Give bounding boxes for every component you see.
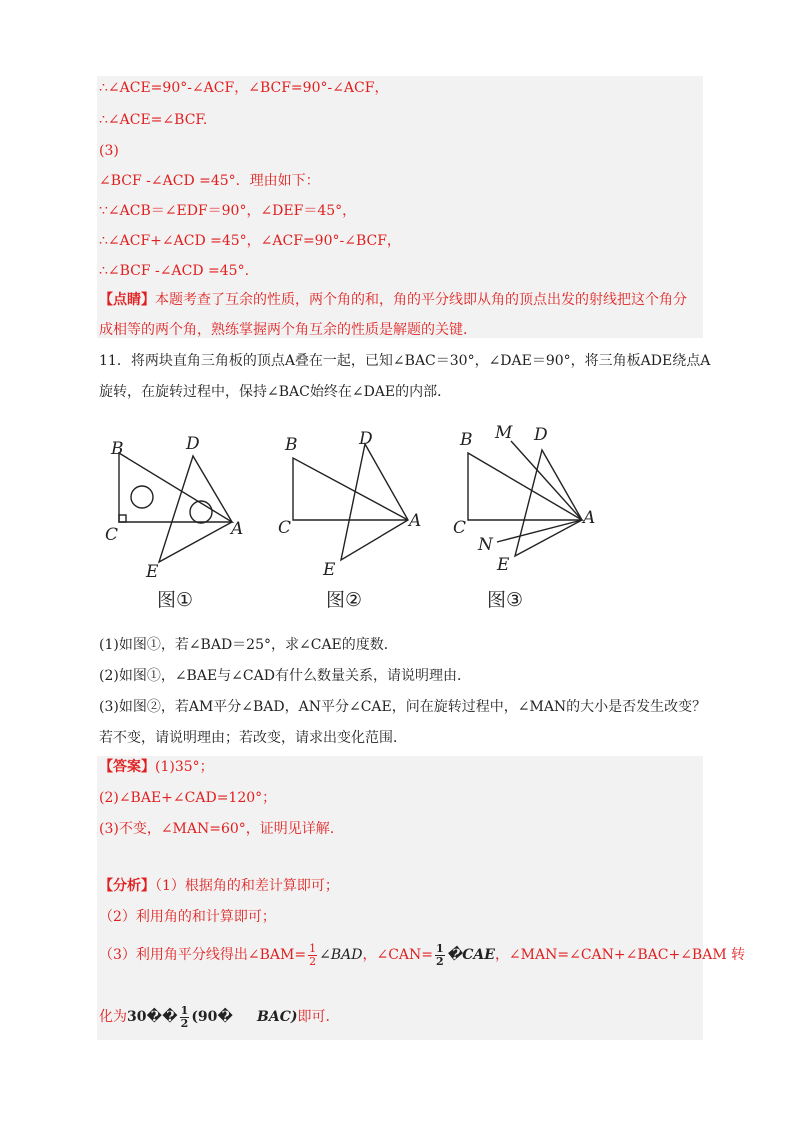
fraction-num: 1 [436,941,444,955]
answer-line-1 [99,758,214,776]
fig3-label-a: A [583,508,596,528]
fig3-caption: 图③ [487,589,524,611]
analysis-step-3-mid: ，∠CAN= [362,947,434,963]
solution-line-3: (3) [99,143,119,159]
answer-2: (2)∠BAE+∠CAD=120°； [99,790,277,806]
analysis-step-3 [99,942,745,968]
analysis-step-4 [99,1003,330,1031]
fig3-label-n: N [478,535,493,555]
fig1-caption: 图① [157,589,194,611]
fig3-triangle-abc [468,453,582,520]
fig2-label-c: C [278,518,292,538]
fraction-num: 1 [309,941,317,955]
analysis-line-1 [99,877,339,895]
problem-line-1: 11．将两块直角三角板的顶点A叠在一起，已知∠BAC＝30°，∠DAE＝90°，将三角板ADE绕点A [99,353,711,369]
solution-line-5: ∵∠ACB＝∠EDF＝90°，∠DEF＝45°， [99,203,357,219]
fig2-label-a: A [409,511,422,531]
fig2-label-d: D [359,429,373,449]
fig3-ray-an [497,520,582,542]
fraction-half-2 [435,943,445,968]
solution-line-2: ∴∠ACE=∠BCF. [99,112,208,128]
analysis-step-3-post: ，∠MAN=∠CAN+∠BAC+∠BAM 转 [494,947,746,963]
solution-line-1: ∴∠ACE=90°-∠ACF，∠BCF=90°-∠ACF， [99,80,389,96]
question-2: (2)如图①，∠BAE与∠CAD有什么数量关系，请说明理由． [99,668,471,684]
fig3-label-b: B [460,430,473,450]
fig2-caption: 图② [326,589,363,611]
problem-line-2: 旋转，在旋转过程中，保持∠BAC始终在∠DAE的内部． [99,384,452,400]
fig1-hole-2 [190,501,212,523]
angle-bad: ∠BAD [319,947,363,963]
fig3-label-e: E [497,555,510,575]
comment-line-1 [99,291,687,309]
fig1-hole-1 [131,486,153,508]
fig3-label-d: D [534,425,548,445]
expr-30: 30�� [127,1009,178,1025]
answer-3: (3)不变，∠MAN=60°，证明见详解. [99,821,335,837]
question-1: (1)如图①，若∠BAD＝25°，求∠CAE的度数． [99,637,398,653]
fig1-triangle-ade [159,456,232,562]
analysis-tag: 【分析】 [99,878,155,894]
fig3-ray-am [511,441,582,520]
fig1-label-e: E [146,562,159,582]
fraction-den: 2 [436,954,444,968]
comment-tag: 【点睛】 [99,292,155,308]
fig2-label-e: E [323,560,336,580]
solution-line-6: ∴∠ACF+∠ACD =45°，∠ACF=90°-∠BCF， [99,233,401,249]
fig3-label-m: M [495,423,513,443]
fig1-right-angle [119,515,126,522]
analysis-step-2: （2）利用角的和计算即可； [99,909,276,925]
question-3-line-2: 若不变，请说明理由；若改变，请求出变化范围． [99,730,407,746]
fig1-label-b: B [111,439,124,459]
answer-tag: 【答案】 [99,759,155,775]
fraction-den: 2 [180,1016,189,1030]
fraction-num: 1 [180,1003,189,1017]
fig2-label-b: B [285,435,298,455]
question-3-line-1: (3)如图②，若AM平分∠BAD，AN平分∠CAE，问在旋转过程中，∠MAN的大小是否发生改变？ [99,699,707,715]
fig1-label-d: D [186,434,200,454]
analysis-step-4-pre: 化为 [99,1009,127,1025]
analysis-step-4-post: 即可. [297,1009,330,1025]
answer-1: (1)35°； [155,759,214,775]
fig1-label-c: C [105,525,119,545]
fig3-triangle-ade [515,450,582,556]
comment-text-1: 本题考查了互余的性质，两个角的和，角的平分线即从角的顶点出发的射线把这个角分 [155,292,687,308]
fraction-half-1 [308,943,317,968]
figures-row [97,420,657,620]
solution-line-4: ∠BCF -∠ACD =45°．理由如下： [99,173,320,189]
expr-90: (90� [191,1009,234,1025]
analysis-step-3-pre: （3）利用角平分线得出∠BAM= [99,947,307,963]
fraction-den: 2 [309,954,317,968]
fraction-half-3 [180,1005,190,1030]
solution-line-7: ∴∠BCF -∠ACD =45°. [99,263,250,279]
analysis-step-1: （1）根据角的和差计算即可； [155,878,339,894]
fig1-label-a: A [231,519,244,539]
fig3-label-c: C [453,518,467,538]
expr-bac: BAC) [257,1009,298,1025]
comment-line-2: 成相等的两个角，熟练掌握两个角互余的性质是解题的关键． [99,322,477,338]
angle-cae: �CAE [446,947,495,963]
